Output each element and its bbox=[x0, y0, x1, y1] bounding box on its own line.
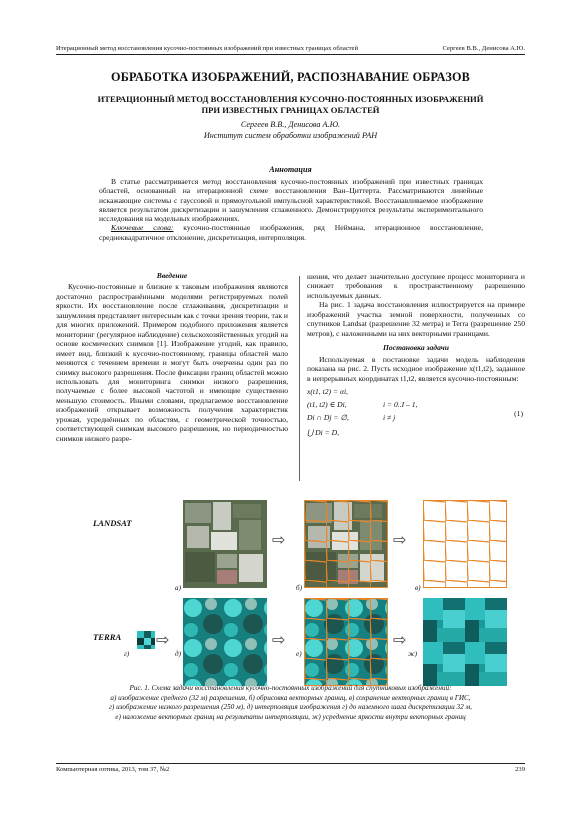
panel-c-gis-boundaries bbox=[423, 500, 507, 588]
eq-line1-left: x(t1, t2) = αi, bbox=[307, 386, 348, 396]
abstract bbox=[99, 177, 483, 242]
column-divider bbox=[299, 276, 300, 481]
panel-d-terra-lowres bbox=[137, 631, 155, 649]
panel-d-label: г) bbox=[124, 650, 130, 658]
left-column bbox=[56, 270, 288, 443]
right-col-p2: На рис. 1 задача восстановления иллюстрируется на примере изображений участка земной поверхности, полученных со спутников Landsat (разрешение 32 метра) и Terra (разрешение 250 метров), с наложенными на них векторными границами. bbox=[307, 300, 525, 338]
caption-line2: а) изображение среднего (32 м) разрешения, б) обрисовка векторных границ, в) сохранение векторных границ в ГИС, bbox=[110, 693, 471, 702]
panel-e-interpolated bbox=[183, 598, 267, 686]
keywords-label: Ключевые слова: bbox=[111, 223, 174, 233]
footer-rule bbox=[56, 763, 525, 764]
running-header-left: Итерационный метод восстановления кусочно-постоянных изображений при известных границах областей bbox=[56, 45, 359, 52]
panel-f-boundaries-on-interpolation bbox=[304, 598, 388, 686]
header-rule bbox=[56, 54, 525, 55]
eq-line4-left: ⋃ Di = D, bbox=[307, 427, 340, 437]
abstract-text: В статье рассматривается метод восстановления кусочно-постоянных изображений при известных границах областей, основанный на итерационной схеме восстановления Ван–Циттерта. Рассматриваются линейные искажающие системы с гауссовой и прямоугольной импульсной характеристикой. Восстанавливаемое изображение является результатом дискретизации и зашумления сглаженного. Демонстрируются результаты экспериментального исследования на модельных изображениях. bbox=[99, 177, 483, 224]
panel-b-boundaries-overlay bbox=[304, 500, 388, 588]
caption-line1: Рис. 1. Схема задачи восстановления кусочно-постоянных изображений для спутниковых изображений: bbox=[129, 684, 452, 692]
article-title bbox=[62, 94, 519, 116]
article-title-line1: ИТЕРАЦИОННЫЙ МЕТОД ВОССТАНОВЛЕНИЯ КУСОЧНО-ПОСТОЯННЫХ ИЗОБРАЖЕНИЙ bbox=[97, 94, 484, 104]
keywords-text: кусочно-постоянные изображения, ряд Неймана, итерационное восстановление, среднеквадратичное отклонение, дискретизация, интерполяция. bbox=[99, 223, 484, 242]
section-title: ОБРАБОТКА ИЗОБРАЖЕНИЙ, РАСПОЗНАВАНИЕ ОБРАЗОВ bbox=[111, 70, 470, 84]
panel-e-label: д) bbox=[175, 650, 182, 658]
panel-a-landsat-image bbox=[183, 500, 267, 588]
caption-line4: е) наложение векторных границ на результаты интерполяции, ж) усреднение яркости внутри векторных границ bbox=[115, 713, 466, 722]
panel-b-label: б) bbox=[296, 584, 303, 592]
figure-caption bbox=[56, 684, 525, 723]
page-number: 239 bbox=[515, 766, 525, 773]
eq-line3-right: i ≠ j bbox=[383, 412, 396, 422]
intro-text: Кусочно-постоянные и близкие к таковым изображения являются достаточно распространёнными моделями регистрируемых полей яркости. Их восстановление после сглаживания, дискретизации и зашумления представляет интересным как с точки зрения теории, так и для многих приложений. Примером подобного приложения является мониторинг (регулярное наблюдение) сельскохозяйственных угодий на основе космических снимков [1]. Изображение угодий, как правило, имеет вид, близкий к кусочно-постоянному, границы областей мало меняются с течением времени и могут быть очерчены один раз по снимку высокого разрешения. После фиксации границ областей можно использовать для мониторинга снимки низкого разрешения, получаемые с более высокой частотой и имеющие существенно меньшую стоимость. Иными словами, предлагаемое восстановление изображений открывает возможность получения характеристик урожая, усреднённых по областям, с геометрической точностью, соответствующей снимкам высокого разрешения, но периодичностью снимков низкого разре- bbox=[56, 282, 288, 443]
arrow-e-f: ⇨ bbox=[272, 630, 286, 649]
panel-a-label: а) bbox=[175, 584, 181, 592]
panel-g-averaged bbox=[423, 598, 507, 686]
eq-line3-left: Di ∩ Dj = ∅, bbox=[307, 412, 349, 422]
arrow-d-e: ⇨ bbox=[156, 630, 170, 649]
footer-journal: Компьютерная оптика, 2013, том 37, №2 bbox=[56, 766, 170, 773]
panel-g-label: ж) bbox=[408, 650, 418, 658]
keywords bbox=[99, 223, 483, 242]
panel-c-label: в) bbox=[415, 584, 421, 592]
eq-line2-left: (t1, t2) ∈ Di, bbox=[307, 399, 347, 409]
problem-heading: Постановка задачи bbox=[383, 343, 449, 353]
terra-label: TERRA bbox=[93, 632, 122, 642]
arrow-b-c: ⇨ bbox=[393, 530, 407, 549]
equation-1 bbox=[307, 385, 525, 442]
abstract-heading: Аннотация bbox=[269, 165, 312, 174]
running-header-right: Сергеев В.В., Денисова А.Ю. bbox=[442, 45, 525, 52]
eq-line2-right: i = 0..I – 1, bbox=[383, 399, 418, 409]
article-title-line2: ПРИ ИЗВЕСТНЫХ ГРАНИЦАХ ОБЛАСТЕЙ bbox=[201, 105, 380, 115]
author-block bbox=[56, 119, 525, 141]
caption-line3: г) изображение низкого разрешения (250 м), д) интерполяция изображения г) до наземного шага дискретизации 32 м, bbox=[109, 703, 472, 712]
equation-number: (1) bbox=[514, 408, 523, 418]
arrow-a-b: ⇨ bbox=[272, 530, 286, 549]
affiliation: Институт систем обработки изображений РАН bbox=[203, 131, 378, 140]
right-col-p1: шения, что делает значительно доступнее процесс мониторинга и снижает требования к пространственному разрешению используемых данных. bbox=[307, 272, 525, 300]
arrow-f-g: ⇨ bbox=[393, 630, 407, 649]
intro-heading: Введение bbox=[156, 271, 188, 280]
right-col-p3: Используемая в постановке задачи модель наблюдения показана на рис. 2. Пусть исходное изображение x(t1,t2), заданное в непрерывных координатах t1,t2, является кусочно-постоянным: bbox=[307, 354, 525, 383]
authors: Сергеев В.В., Денисова А.Ю. bbox=[240, 120, 341, 129]
landsat-label: LANDSAT bbox=[93, 518, 132, 528]
panel-f-label: е) bbox=[296, 650, 302, 658]
right-column bbox=[307, 272, 525, 442]
